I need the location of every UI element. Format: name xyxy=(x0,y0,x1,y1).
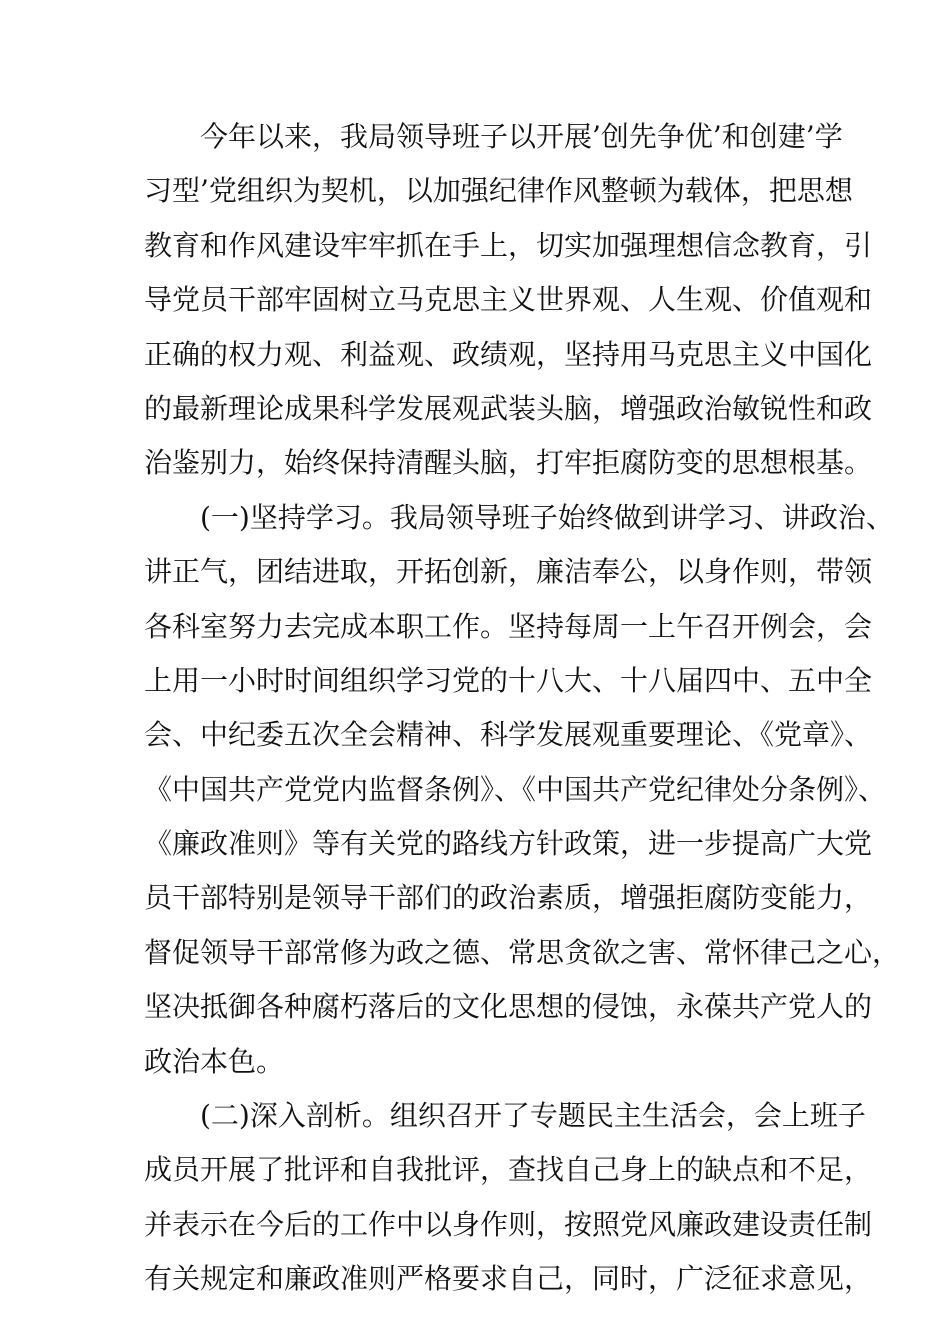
text-line: 的最新理论成果科学发展观武装头脑，增强政治敏锐性和政 xyxy=(144,391,873,425)
paragraph-intro xyxy=(144,110,873,491)
text-line: (一)坚持学习。我局领导班子始终做到讲学习、讲政治、 xyxy=(200,500,894,534)
text-line: 有关规定和廉政准则严格要求自己，同时，广泛征求意见， xyxy=(144,1262,873,1296)
text-line: 讲正气，团结进取，开拓创新，廉洁奉公，以身作则，带领 xyxy=(144,555,873,589)
text-line: 教育和作风建设牢牢抓在手上，切实加强理想信念教育，引 xyxy=(144,228,873,262)
text-line: 督促领导干部常修为政之德、常思贪欲之害、常怀律己之心， xyxy=(144,935,901,969)
text-line: 政治本色。 xyxy=(144,1044,285,1078)
text-line: 各科室努力去完成本职工作。坚持每周一上午召开例会，会 xyxy=(144,609,873,643)
paragraph-section-1 xyxy=(144,491,901,1089)
text-line: 今年以来，我局领导班子以开展’创先争优’和创建’学 xyxy=(200,120,843,153)
paragraph-section-2 xyxy=(144,1089,873,1307)
text-line: 《廉政准则》等有关党的路线方针政策，进一步提高广大党 xyxy=(144,827,873,861)
text-line: 坚决抵御各种腐朽落后的文化思想的侵蚀，永葆共产党人的 xyxy=(144,990,873,1024)
text-line: 习型’党组织为契机，以加强纪律作风整顿为载体，把思想 xyxy=(144,174,853,208)
text-line: 成员开展了批评和自我批评，查找自己身上的缺点和不足， xyxy=(144,1153,873,1187)
text-line: 员干部特别是领导干部们的政治素质，增强拒腐防变能力， xyxy=(144,881,873,915)
text-line: 上用一小时时间组织学习党的十八大、十八届四中、五中全 xyxy=(144,663,873,697)
text-line: 会、中纪委五次全会精神、科学发展观重要理论、《党章》、 xyxy=(144,718,873,752)
text-line: (二)深入剖析。组织召开了专题民主生活会，会上班子 xyxy=(200,1099,866,1133)
document-body xyxy=(144,110,901,1307)
text-line: 《中国共产党党内监督条例》、《中国共产党纪律处分条例》、 xyxy=(144,772,887,806)
text-line: 正确的权力观、利益观、政绩观，坚持用马克思主义中国化 xyxy=(144,337,873,371)
text-line: 导党员干部牢固树立马克思主义世界观、人生观、价值观和 xyxy=(144,283,873,317)
text-line: 治鉴别力，始终保持清醒头脑，打牢拒腐防变的思想根基。 xyxy=(144,446,873,480)
text-line: 并表示在今后的工作中以身作则，按照党风廉政建设责任制 xyxy=(144,1207,873,1241)
